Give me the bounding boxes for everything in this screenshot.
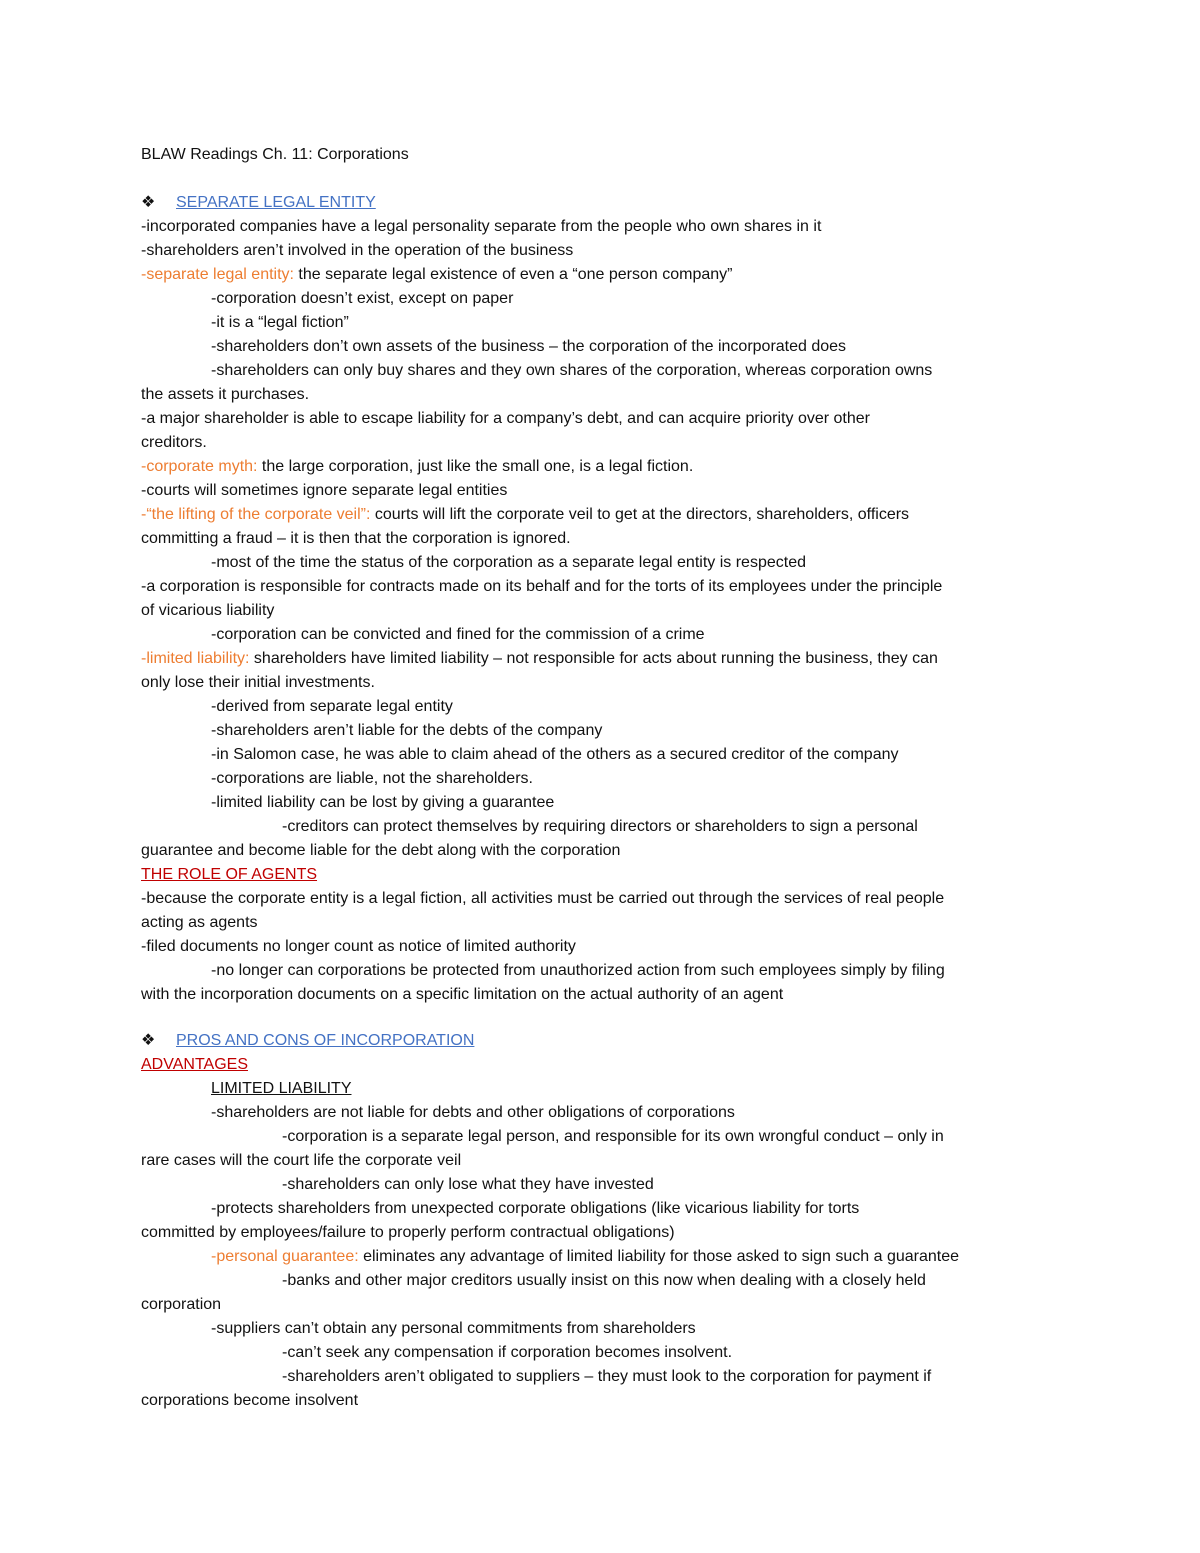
text-line: guarantee and become liable for the debt along with the corporation — [141, 842, 621, 859]
text-line: -it is a “legal fiction” — [211, 314, 349, 331]
subheading-limited-liability: LIMITED LIABILITY — [211, 1080, 352, 1097]
text-line: -banks and other major creditors usually insist on this now when dealing with a closely held — [282, 1272, 926, 1289]
text-line: -incorporated companies have a legal personality separate from the people who own shares in it — [141, 218, 822, 235]
term: -limited liability: — [141, 650, 250, 667]
text-line: -shareholders aren’t obligated to suppliers – they must look to the corporation for payment if — [282, 1368, 932, 1385]
text-line: of vicarious liability — [141, 602, 275, 619]
section-heading-pros-and-cons: ❖ PROS AND CONS OF INCORPORATION — [141, 1029, 474, 1053]
term: -personal guarantee: — [211, 1248, 359, 1265]
text-line: -a major shareholder is able to escape liability for a company’s debt, and can acquire priority over other — [141, 410, 870, 427]
text-line: -suppliers can’t obtain any personal commitments from shareholders — [211, 1320, 696, 1337]
text-line: creditors. — [141, 434, 207, 451]
page-title: BLAW Readings Ch. 11: Corporations — [141, 146, 409, 163]
term: -corporate myth: — [141, 458, 258, 475]
diamond-bullet-icon: ❖ — [141, 1032, 156, 1049]
definition-line: -personal guarantee: eliminates any advantage of limited liability for those asked to sign such a guarantee — [211, 1248, 960, 1265]
text-line: rare cases will the court life the corporate veil — [141, 1152, 462, 1169]
text-line: -courts will sometimes ignore separate legal entities — [141, 482, 508, 499]
text-line: -limited liability can be lost by giving a guarantee — [211, 794, 555, 811]
text-line: committed by employees/failure to properly perform contractual obligations) — [141, 1224, 675, 1241]
text-line: -corporation doesn’t exist, except on paper — [211, 290, 514, 307]
text-line: -shareholders aren’t liable for the debts of the company — [211, 722, 603, 739]
text-line: -shareholders don’t own assets of the business – the corporation of the incorporated does — [211, 338, 847, 355]
text-line: -in Salomon case, he was able to claim ahead of the others as a secured creditor of the company — [211, 746, 899, 763]
text-line: committing a fraud – it is then that the corporation is ignored. — [141, 530, 571, 547]
definition-line: -corporate myth: the large corporation, just like the small one, is a legal fiction. — [141, 458, 694, 475]
text-line: -shareholders are not liable for debts and other obligations of corporations — [211, 1104, 735, 1121]
text-line: -most of the time the status of the corporation as a separate legal entity is respected — [211, 554, 806, 571]
definition-line: -separate legal entity: the separate legal existence of even a “one person company” — [141, 266, 733, 283]
subheading-role-of-agents: THE ROLE OF AGENTS — [141, 866, 318, 883]
text-line: -corporations are liable, not the shareholders. — [211, 770, 533, 787]
section-heading-separate-legal-entity: ❖ SEPARATE LEGAL ENTITY — [141, 191, 376, 215]
text-line: -a corporation is responsible for contracts made on its behalf and for the torts of its employees under the principle — [141, 578, 943, 595]
text-line: -protects shareholders from unexpected corporate obligations (like vicarious liability for torts — [211, 1200, 860, 1217]
text-line: -because the corporate entity is a legal fiction, all activities must be carried out through the services of real people — [141, 890, 945, 907]
text-line: the assets it purchases. — [141, 386, 310, 403]
subheading-advantages: ADVANTAGES — [141, 1056, 248, 1073]
text-line: -can’t seek any compensation if corporation becomes insolvent. — [282, 1344, 733, 1361]
text-line: with the incorporation documents on a specific limitation on the actual authority of an agent — [141, 986, 784, 1003]
text-line: -corporation can be convicted and fined for the commission of a crime — [211, 626, 705, 643]
text-line: only lose their initial investments. — [141, 674, 375, 691]
definition-line: -“the lifting of the corporate veil”: courts will lift the corporate veil to get at the directors, shareholders, officers — [141, 506, 910, 523]
text-line: -filed documents no longer count as notice of limited authority — [141, 938, 576, 955]
text-line: acting as agents — [141, 914, 258, 931]
definition-line: -limited liability: shareholders have limited liability – not responsible for acts about running the business, they can — [141, 650, 938, 667]
text-line: -shareholders can only buy shares and they own shares of the corporation, whereas corporation owns — [211, 362, 933, 379]
text-line: -shareholders can only lose what they have invested — [282, 1176, 654, 1193]
term: -separate legal entity: — [141, 266, 294, 283]
text-line: -creditors can protect themselves by requiring directors or shareholders to sign a personal — [282, 818, 918, 835]
text-line: -shareholders aren’t involved in the operation of the business — [141, 242, 574, 259]
text-line: corporations become insolvent — [141, 1392, 359, 1409]
diamond-bullet-icon: ❖ — [141, 194, 156, 211]
text-line: -derived from separate legal entity — [211, 698, 453, 715]
text-line: -no longer can corporations be protected from unauthorized action from such employees simply by filing — [211, 962, 945, 979]
text-line: -corporation is a separate legal person, and responsible for its own wrongful conduct – only in — [282, 1128, 944, 1145]
text-line: corporation — [141, 1296, 222, 1313]
term: -“the lifting of the corporate veil”: — [141, 506, 371, 523]
